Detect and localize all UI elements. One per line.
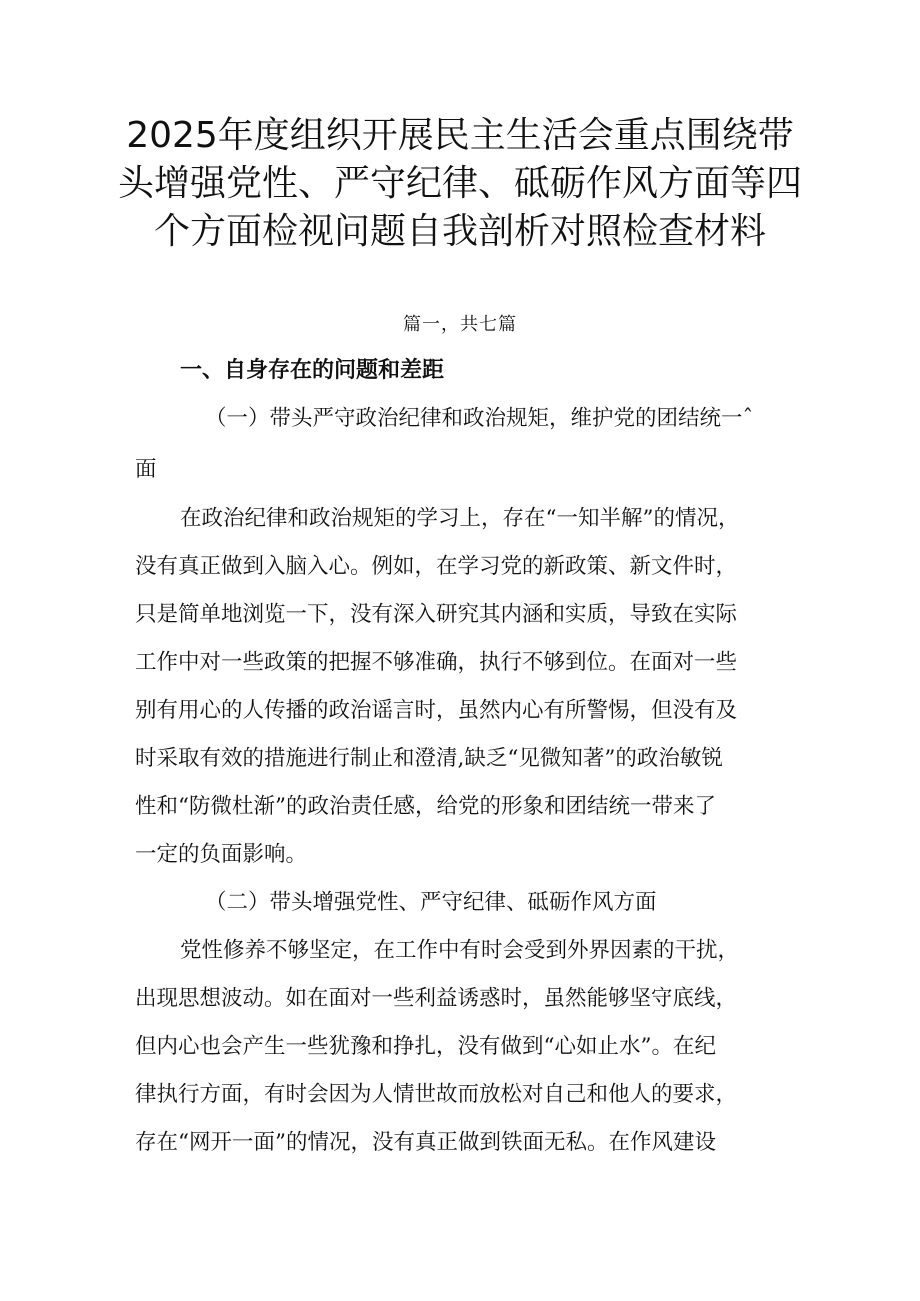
title-line: 2025年度组织开展民主生活会重点围绕带 — [126, 115, 794, 156]
paragraph-line: 一定的负面影响。 — [135, 842, 308, 867]
paragraph-line: 但内心也会产生一些犹豫和挣扎，没有做到“心如止水”。在纪 — [135, 1034, 716, 1059]
paragraph-line: 别有用心的人传播的政治谣言时，虽然内心有所警惕，但没有及 — [135, 698, 738, 723]
paragraph-line: 存在“网开一面”的情况，没有真正做到铁面无私。在作风建设 — [135, 1130, 716, 1155]
paragraph-line: 工作中对一些政策的把握不够准确，执行不够到位。在面对一些 — [135, 650, 738, 675]
paragraph-line: 律执行方面，有时会因为人情世故而放松对自己和他人的要求， — [135, 1082, 738, 1107]
paragraph-line: 时采取有效的措施进行制止和澄清,缺乏“见微知著”的政治敏锐 — [135, 746, 723, 771]
subsection-heading: （一）带头严守政治纪律和政治规矩，维护党的团结统一ˆ — [205, 406, 754, 431]
paragraph-line: 性和“防微杜渐”的政治责任感，给党的形象和团结统一带来了 — [135, 794, 716, 819]
paragraph-line: 没有真正做到入脑入心。例如，在学习党的新政策、新文件时， — [135, 554, 738, 579]
paragraph-line: 在政治纪律和政治规矩的学习上，存在“一知半解”的情况， — [180, 506, 740, 531]
subsection-heading-cont: 面 — [135, 457, 157, 482]
document-title — [100, 112, 820, 256]
subsection-heading: （二）带头增强党性、严守纪律、砥砺作风方面 — [205, 890, 657, 915]
paragraph-line: 党性修养不够坚定，在工作中有时会受到外界因素的干扰， — [180, 938, 740, 963]
section-heading: 一、自身存在的问题和差距 — [180, 358, 445, 383]
title-line: 个方面检视问题自我剖析对照检查材料 — [153, 211, 766, 252]
document-subtitle: 篇一，共七篇 — [403, 314, 517, 335]
title-line: 头增强党性、严守纪律、砥砺作风方面等四 — [117, 163, 802, 204]
paragraph-line: 只是简单地浏览一下，没有深入研究其内涵和实质，导致在实际 — [135, 602, 738, 627]
paragraph-line: 出现思想波动。如在面对一些利益诱惑时，虽然能够坚守底线， — [135, 986, 738, 1011]
